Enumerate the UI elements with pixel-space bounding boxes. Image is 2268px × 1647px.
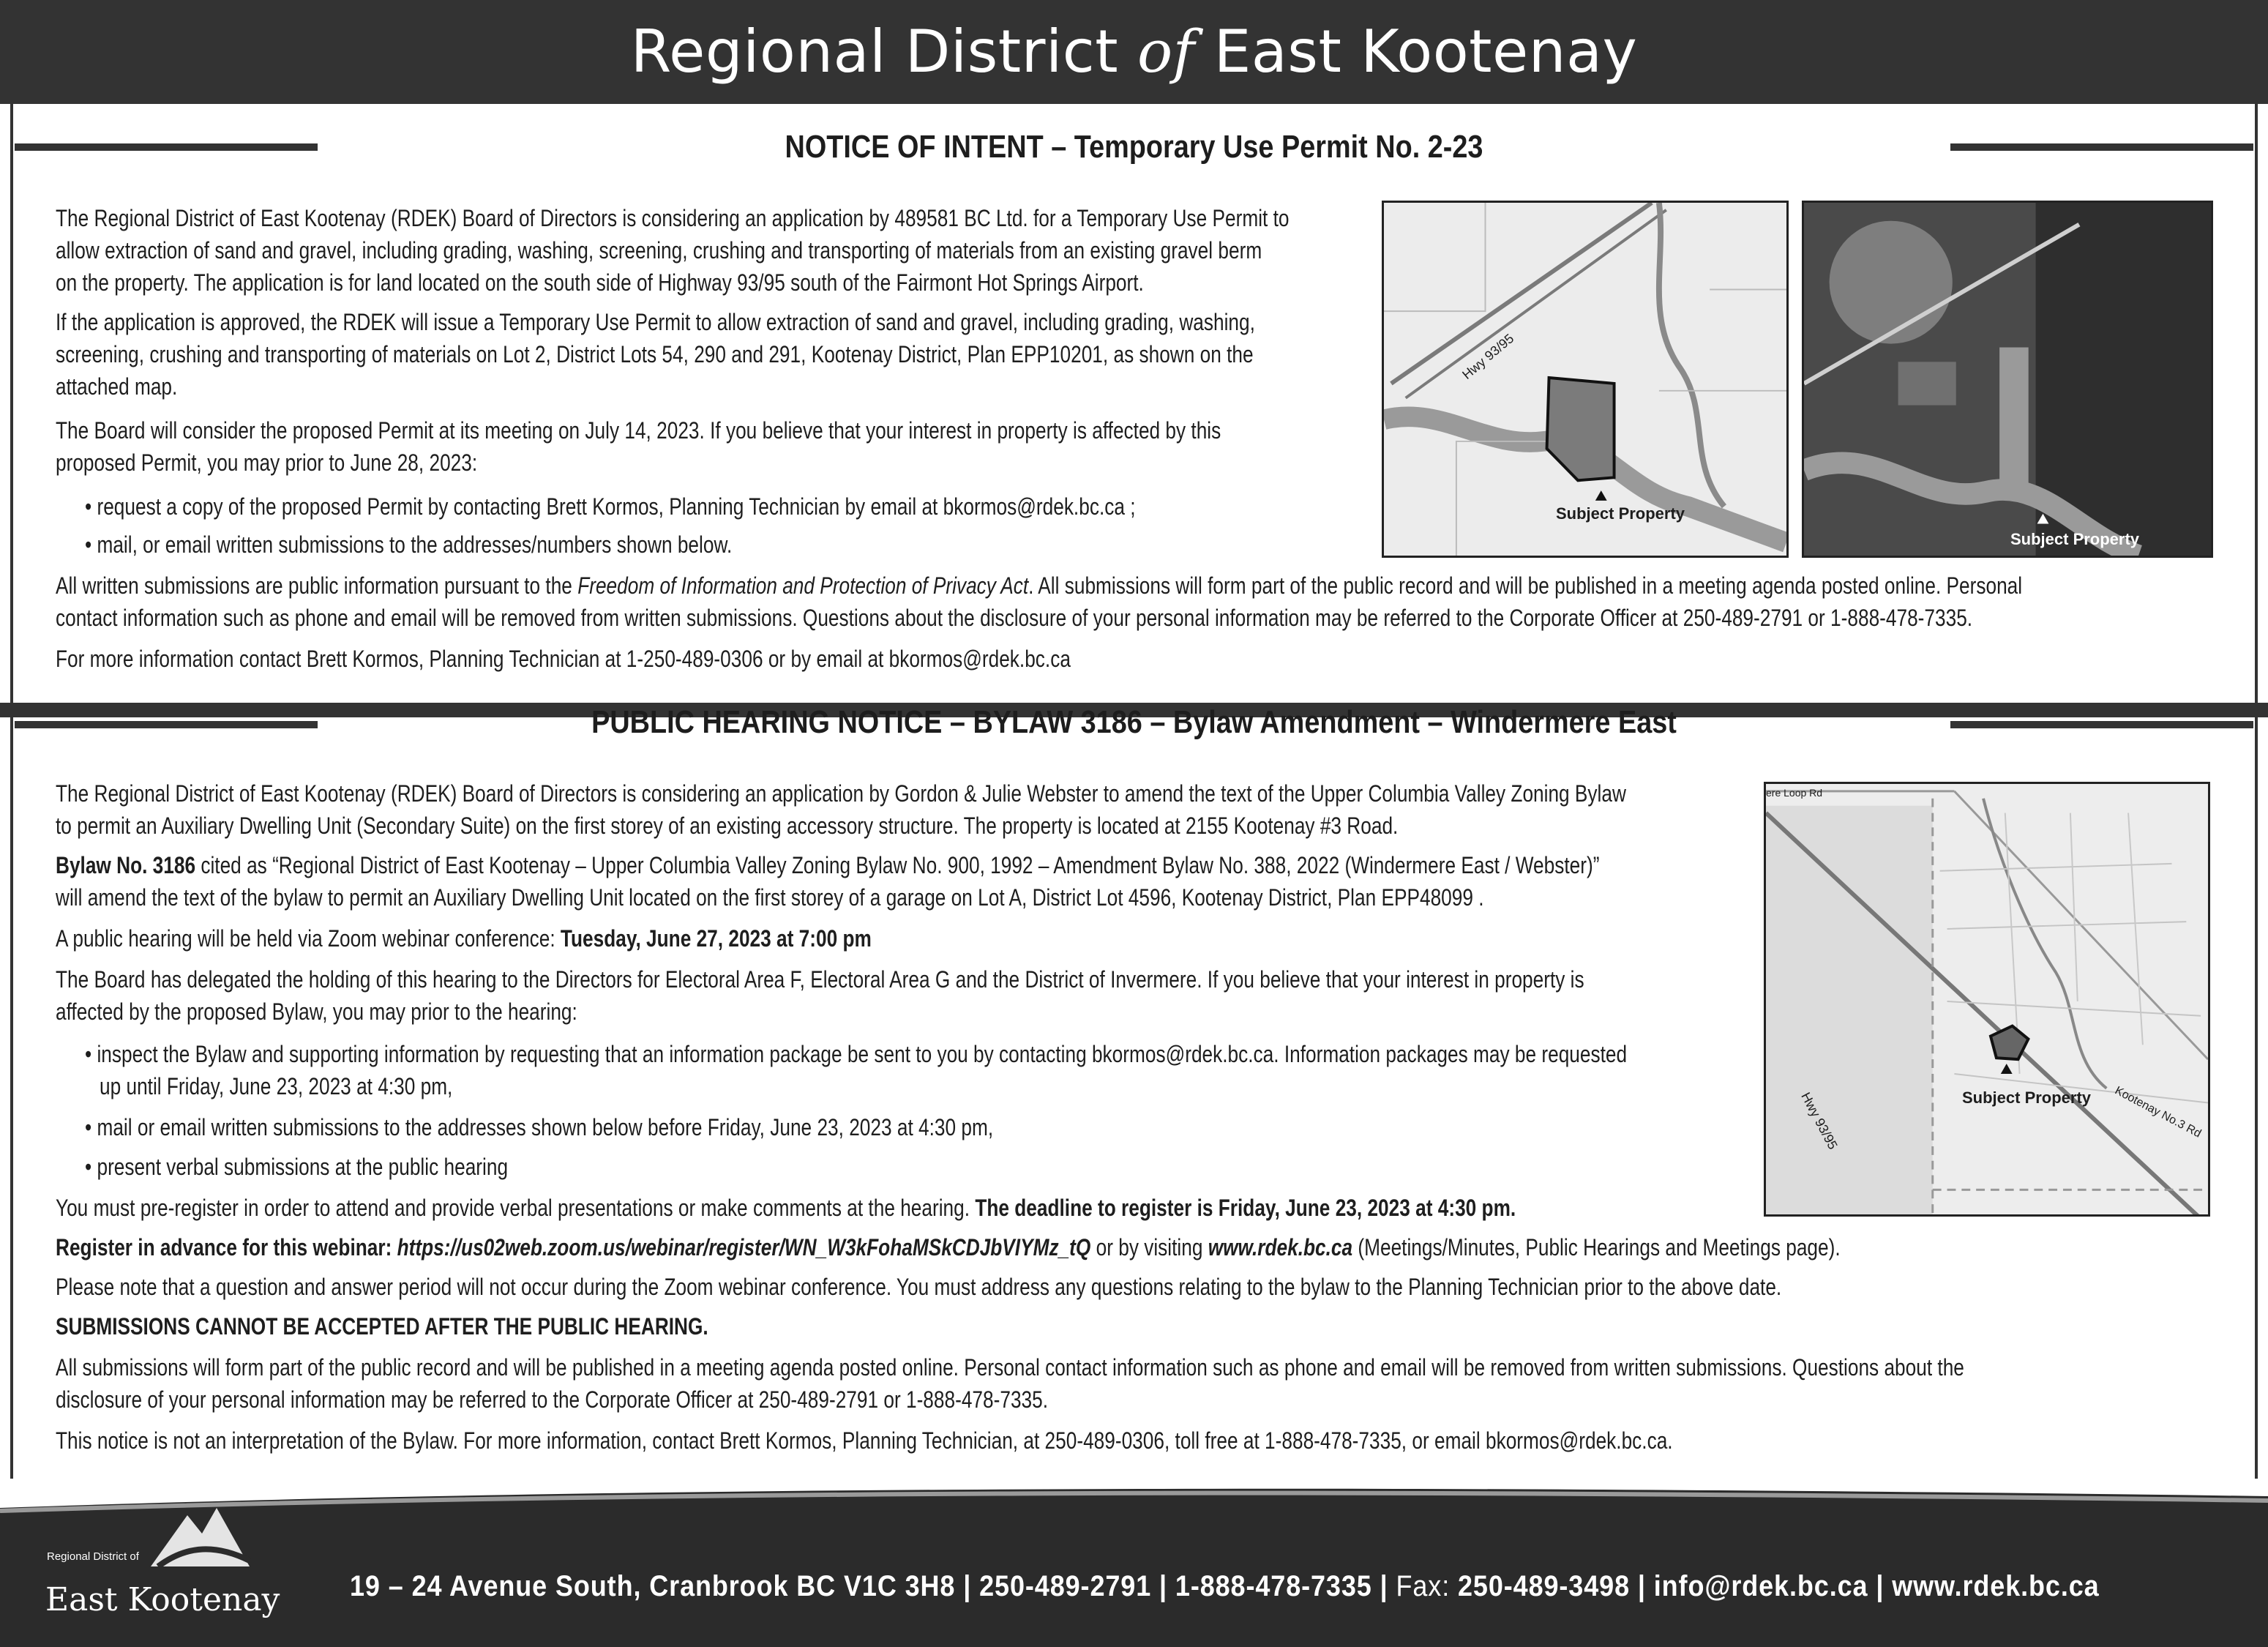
notice2-delegated: The Board has delegated the holding of this hearing to the Directors for Electoral Area F, Electoral Area G and the District of Invermere. If you believe that your interest in property is bbox=[56, 966, 1584, 993]
register-mid: or by visiting bbox=[1090, 1234, 1208, 1261]
page-banner bbox=[0, 0, 2268, 104]
privacy-act: Freedom of Information and Protection of Privacy Act bbox=[577, 572, 1029, 599]
notice2-register bbox=[56, 1233, 1841, 1262]
notice1-line: allow extraction of sand and gravel, including grading, washing, screening, crushing and transporting of materials from an existing gravel berm bbox=[56, 237, 1262, 264]
notice2-record: All submissions will form part of the public record and will be published in a meeting agenda posted online. Personal contact information such as phone and email will be removed from written submissions. Questions about the bbox=[56, 1354, 1964, 1381]
footer-fax-email-web: 250-489-3498 | info@rdek.bc.ca | www.rdek.bc.ca bbox=[1457, 1570, 2100, 1602]
notice2-record: disclosure of your personal information may be referred to the Corporate Officer at 250-489-2791 or 1-888-478-7335. bbox=[56, 1386, 1049, 1413]
banner-title-part2: East Kootenay bbox=[1213, 18, 1638, 86]
register-end: (Meetings/Minutes, Public Hearings and Meetings page). bbox=[1352, 1234, 1841, 1261]
notice2-qa: Please note that a question and answer period will not occur during the Zoom webinar conference. You must address any questions relating to the bylaw to the Planning Technician prior to the above date. bbox=[56, 1274, 1782, 1300]
map-left-drawing bbox=[1384, 203, 1786, 556]
notice1-line: proposed Permit, you may prior to June 28, 2023: bbox=[56, 449, 478, 476]
register-label: Register in advance for this webinar: bbox=[56, 1234, 397, 1261]
notice2-not-interpretation: This notice is not an interpretation of the Bylaw. For more information, contact Brett Kormos, Planning Technician, at 250-489-0306, toll free at 1-888-478-7335, or email bkormos@rdek.bc.ca. bbox=[56, 1427, 1673, 1454]
map-bylaw-drawing bbox=[1766, 784, 2208, 1214]
rdek-website-link[interactable]: www.rdek.bc.ca bbox=[1208, 1234, 1353, 1261]
notice2-intro: to permit an Auxiliary Dwelling Unit (Secondary Suite) on the first storey of an existing accessory structure. The property is located at 2155 Kootenay #3 Road. bbox=[56, 813, 1399, 839]
notice1-line: The Regional District of East Kootenay (RDEK) Board of Directors is considering an application by 489581 BC Ltd. for a Temporary Use Permit to bbox=[56, 205, 1290, 231]
notice2-cannot: SUBMISSIONS CANNOT BE ACCEPTED AFTER THE PUBLIC HEARING. bbox=[56, 1313, 708, 1340]
privacy-prefix: All written submissions are public information pursuant to the bbox=[56, 572, 578, 599]
notice1-heading: NOTICE OF INTENT – Temporary Use Permit No. 2-23 bbox=[785, 129, 1483, 165]
notice2-intro: The Regional District of East Kootenay (RDEK) Board of Directors is considering an application by Gordon & Julie Webster to amend the text of the Upper Columbia Valley Zoning Bylaw bbox=[56, 780, 1626, 807]
notice1-privacy bbox=[56, 571, 2022, 600]
notice2-bullet: • inspect the Bylaw and supporting information by requesting that an information package be sent to you by contacting bkormos@rdek.bc.ca. Information packages may be requested bbox=[85, 1041, 1628, 1067]
map-left-label: Subject Property bbox=[1556, 504, 1685, 523]
notice2-hearing bbox=[56, 924, 872, 953]
hearing-date: Tuesday, June 27, 2023 at 7:00 pm bbox=[560, 925, 872, 952]
map-right-drawing bbox=[1804, 203, 2211, 556]
notice1-bullet: • mail, or email written submissions to the addresses/numbers shown below. bbox=[85, 531, 733, 558]
notice2-bullet: • present verbal submissions at the public hearing bbox=[85, 1154, 509, 1180]
notice2-heading: PUBLIC HEARING NOTICE – BYLAW 3186 – Bylaw Amendment – Windermere East bbox=[591, 704, 1677, 740]
footer-fax-label: Fax: bbox=[1396, 1570, 1458, 1602]
footer-contact bbox=[350, 1570, 2100, 1603]
map-bylaw-road: Kootenay No.3 Rd bbox=[2112, 1084, 2204, 1140]
bylaw-number: Bylaw No. 3186 bbox=[56, 852, 196, 878]
mountain-logo-icon bbox=[143, 1493, 253, 1574]
map-right-aerial bbox=[1802, 201, 2213, 558]
notice2-bylaw bbox=[56, 851, 1599, 880]
notice1-more-info: For more information contact Brett Kormos, Planning Technician at 1-250-489-0306 or by email at bkormos@rdek.bc.ca bbox=[56, 646, 1071, 672]
map-left bbox=[1382, 201, 1789, 558]
hearing-prefix: A public hearing will be held via Zoom webinar conference: bbox=[56, 925, 561, 952]
notice1-bullet: • request a copy of the proposed Permit by contacting Brett Kormos, Planning Technician by email at bkormos@rdek.bc.ca ; bbox=[85, 493, 1136, 520]
logo-big-text: East Kootenay bbox=[45, 1581, 280, 1618]
notice2-bullet: up until Friday, June 23, 2023 at 4:30 pm, bbox=[100, 1073, 453, 1099]
notice2-delegated: affected by the proposed Bylaw, you may prior to the hearing: bbox=[56, 998, 577, 1025]
logo-small-text: Regional District of bbox=[47, 1550, 139, 1563]
footer-address: 19 – 24 Avenue South, Cranbrook BC V1C 3H8 | 250-489-2791 | 1-888-478-7335 | bbox=[350, 1570, 1396, 1602]
map-bylaw-hwy: Hwy 93/95 bbox=[1798, 1090, 1841, 1152]
banner-title-of: of bbox=[1137, 18, 1195, 86]
privacy-suffix: . All submissions will form part of the public record and will be published in a meeting agenda posted online. Personal bbox=[1028, 572, 2023, 599]
notice1-line: on the property. The application is for land located on the south side of Highway 93/95 south of the Fairmont Hot Springs Airport. bbox=[56, 269, 1144, 296]
footer-wave bbox=[0, 1479, 2268, 1523]
notice1-line: attached map. bbox=[56, 373, 178, 400]
bylaw-citation: cited as “Regional District of East Kootenay – Upper Columbia Valley Zoning Bylaw No. 900, 1992 – Amendment Bylaw No. 388, 2022 (Windermere East / Webster)” bbox=[195, 852, 1600, 878]
map-right-label: Subject Property bbox=[2010, 530, 2140, 548]
notice2-bylaw-2: will amend the text of the bylaw to permit an Auxiliary Dwelling Unit located on the first storey of a garage on Lot A, District Lot 4596, Kootenay District, Plan EPP48099 . bbox=[56, 884, 1484, 911]
banner-title-part1: Regional District bbox=[630, 18, 1119, 86]
map-bylaw-top-road: ere Loop Rd bbox=[1766, 787, 1823, 799]
register-deadline: The deadline to register is Friday, June 23, 2023 at 4:30 pm. bbox=[975, 1195, 1516, 1221]
map-bylaw-label: Subject Property bbox=[1962, 1088, 2092, 1107]
notice2-preregister bbox=[56, 1193, 1516, 1222]
register-url-link[interactable]: https://us02web.zoom.us/webinar/register/WN_W3kFohaMSkCDJbVIYMz_tQ bbox=[397, 1234, 1091, 1261]
notice1-line: screening, crushing and transporting of materials on Lot 2, District Lots 54, 290 and 291, Kootenay District, Plan EPP10201, as shown on the bbox=[56, 341, 1254, 367]
map-left-road: Hwy 93/95 bbox=[1459, 331, 1517, 383]
notice1-privacy-2: contact information such as phone and email will be removed from written submissions. Questions about the disclosure of your personal information may be referred to the Corporate Officer at 250-489-2791 or 1-888-478-7335. bbox=[56, 605, 1973, 631]
notice1-line: If the application is approved, the RDEK will issue a Temporary Use Permit to allow extraction of sand and gravel, including grading, washing, bbox=[56, 309, 1255, 335]
notice1-line: The Board will consider the proposed Permit at its meeting on July 14, 2023. If you believe that your interest in property is affected by this bbox=[56, 417, 1221, 444]
notice2-bullet: • mail or email written submissions to the addresses shown below before Friday, June 23, 2023 at 4:30 pm, bbox=[85, 1114, 994, 1140]
map-bylaw bbox=[1764, 782, 2210, 1217]
preregister-text: You must pre-register in order to attend and provide verbal presentations or make comments at the hearing. bbox=[56, 1195, 976, 1221]
